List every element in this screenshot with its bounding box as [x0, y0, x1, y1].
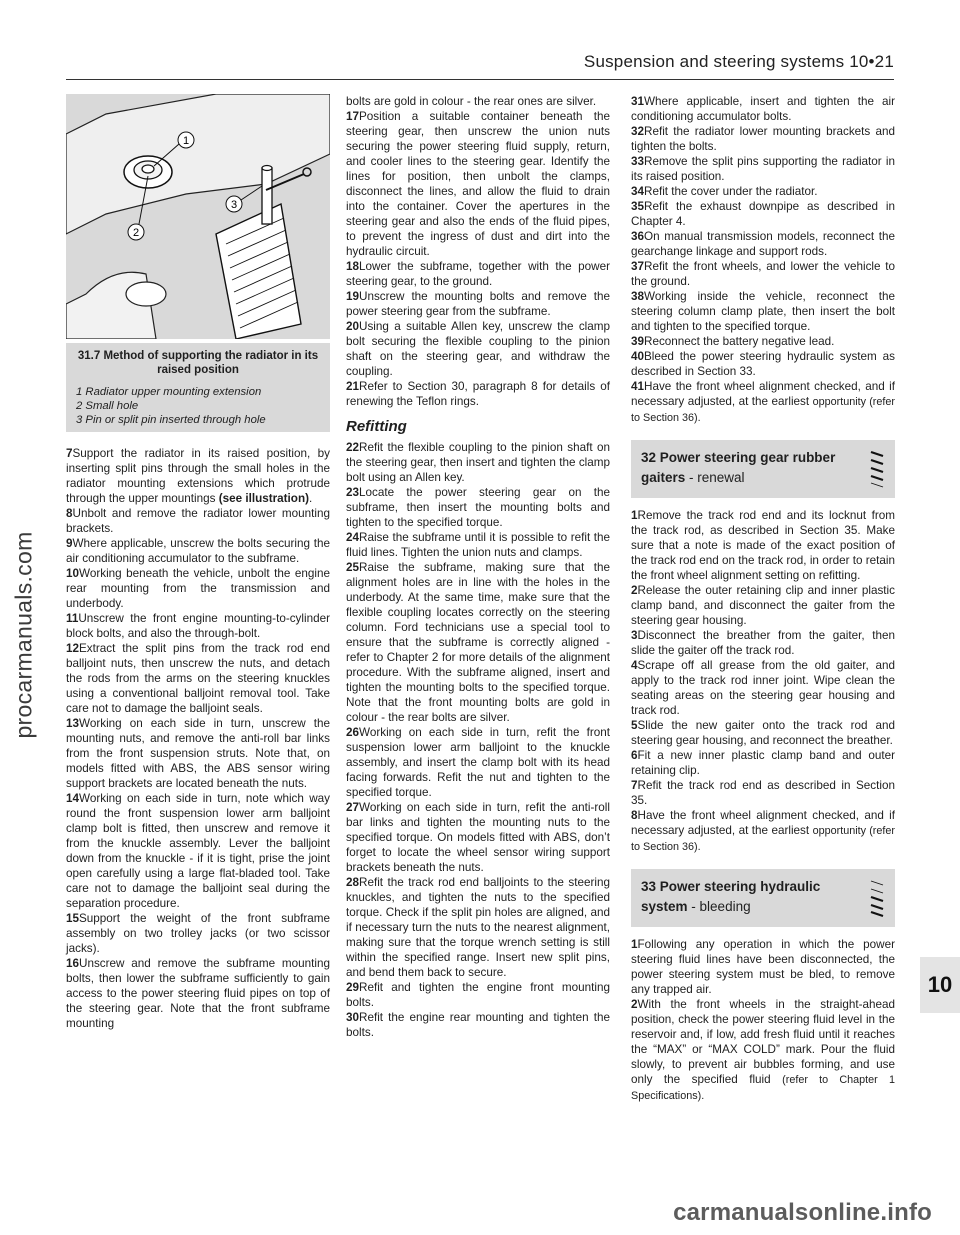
- paragraph-number: 12: [66, 642, 80, 655]
- numbered-paragraph: [66, 611, 330, 641]
- paragraph-number: 14: [66, 792, 80, 805]
- numbered-paragraph: [66, 956, 330, 1031]
- paragraph-number: 1: [631, 938, 638, 951]
- paragraph-number: 23: [346, 486, 360, 499]
- numbered-paragraph: [66, 506, 330, 536]
- paragraph-text: On manual transmission models, reconnect the gearchange linkage and support rods.: [631, 230, 895, 258]
- paragraph-text: Remove the split pins supporting the radiator in its raised position.: [631, 155, 895, 183]
- numbered-paragraph: [346, 289, 610, 319]
- paragraph-number: 33: [631, 155, 645, 168]
- paragraph-text: Have the front wheel alignment checked, and if necessary adjusted, at the earliest: [631, 809, 895, 837]
- difficulty-wrench-icon: [867, 875, 887, 921]
- numbered-paragraph: [631, 808, 895, 855]
- section-32-title: 32 Power steering gear rubber gaiters: [641, 450, 836, 485]
- numbered-paragraph: [346, 440, 610, 485]
- figure-caption: [66, 343, 330, 432]
- numbered-paragraph: [66, 536, 330, 566]
- paragraph-number: 36: [631, 230, 645, 243]
- paragraph-text: Support the radiator in its raised position, by inserting split pins through the small holes in the radiator mounting extensions which protrude through the upper mountings: [66, 447, 330, 505]
- paragraph-tail: .: [308, 492, 313, 505]
- paragraph-number: 39: [631, 335, 645, 348]
- legend-item: 3 Pin or split pin inserted through hole: [76, 414, 266, 426]
- paragraph-text: Working on each side in turn, note which way round the front suspension lower arm balljoint clamp bolt is fitted, then unscrew and remove it from the knuckle assembly. Lever the balljoint down from the knuckle - if it is tight, prise the joint open carefully using a large flat-bladed tool. Take care not to damage the balljoint seal during the separation procedure.: [66, 792, 330, 910]
- paragraph-text: Unbolt and remove the radiator lower mounting brackets.: [66, 507, 330, 535]
- running-header: Suspension and steering systems 10•21: [583, 52, 894, 71]
- numbered-paragraph: [631, 229, 895, 259]
- header-rule: [66, 79, 894, 80]
- paragraph-number: 40: [631, 350, 645, 363]
- paragraph-text: Remove the track rod end and its locknut from the track rod, as described in Section 35. Make sure that a note is made of the exact position of the track rod end on the track rod, in order to retain the front wheel alignment setting on refitting.: [631, 509, 895, 582]
- paragraph-text: Following any operation in which the power steering fluid lines have been disconnected, the power steering system must be bled, to remove any trapped air.: [631, 938, 895, 996]
- section-32-heading: [631, 440, 895, 498]
- numbered-paragraph: [631, 379, 895, 426]
- paragraph-text: Reconnect the battery negative lead.: [644, 335, 835, 348]
- numbered-paragraph: [631, 154, 895, 184]
- paragraph-number: 2: [631, 998, 638, 1011]
- callout-1-label: 1: [182, 135, 190, 147]
- numbered-paragraph: [631, 508, 895, 583]
- paragraph-number: 18: [346, 260, 360, 273]
- paragraph-number: 25: [346, 561, 360, 574]
- subheading-refitting: Refitting: [346, 418, 407, 435]
- section-32-steps: [631, 508, 895, 855]
- numbered-paragraph: [346, 875, 610, 980]
- paragraph-reference: opportunity (refer to Section 36).: [631, 825, 896, 853]
- numbered-paragraph: [346, 1010, 610, 1040]
- paragraph-text: Using a suitable Allen key, unscrew the clamp bolt securing the flexible coupling to the pinion shaft on the steering gear, and withdraw the coupling.: [346, 320, 610, 378]
- numbered-paragraph: [346, 800, 610, 875]
- paragraph-text: Raise the subframe until it is possible to refit the fluid lines. Tighten the union nuts and clamps.: [346, 531, 610, 559]
- column-1-body: [66, 446, 330, 1031]
- paragraph-number: 27: [346, 801, 360, 814]
- numbered-paragraph: [346, 109, 610, 259]
- difficulty-wrench-icon: [867, 446, 887, 492]
- paragraph-text: Unscrew the front engine mounting-to-cylinder block bolts, and also the through-bolt.: [66, 612, 330, 640]
- paragraph-text: Release the outer retaining clip and inner plastic clamp band, and disconnect the gaiter from the steering gear housing.: [631, 584, 895, 627]
- paragraph-text: Disconnect the breather from the gaiter, then slide the gaiter off the track rod.: [631, 629, 895, 657]
- paragraph-text: Locate the power steering gear on the subframe, then insert the mounting bolts and tighten to the specified torque.: [346, 486, 610, 529]
- paragraph-text: Have the front wheel alignment checked, and if necessary adjusted, at the earliest: [631, 380, 895, 408]
- paragraph-text: Refit the engine rear mounting and tighten the bolts.: [346, 1011, 610, 1039]
- callout-3-label: 3: [230, 199, 238, 211]
- paragraph-number: 15: [66, 912, 80, 925]
- numbered-paragraph: [346, 379, 610, 409]
- legend-item: 2 Small hole: [76, 400, 139, 412]
- callout-2-label: 2: [132, 227, 140, 239]
- numbered-paragraph: [66, 641, 330, 716]
- paragraph-text: Raise the subframe, making sure that the alignment holes are in line with the holes in the underbody. At the same time, make sure that the flexible coupling locates correctly on the steering column. Ford technicians use a special tool to ensure that the subframe is correctly aligned - refer to Chapter 2 for more details of the alignment procedure. With the subframe aligned, insert and tighten the mounting bolts to the specified torque. Note that the front mounting bolts are gold in colour - the rear bolts are silver.: [346, 561, 610, 724]
- numbered-paragraph: [631, 184, 895, 199]
- numbered-paragraph: [346, 319, 610, 379]
- numbered-paragraph: [631, 94, 895, 124]
- paragraph-number: 19: [346, 290, 360, 303]
- paragraph-text: Refit the radiator lower mounting brackets and tighten the bolts.: [631, 125, 895, 153]
- paragraph-number: 8: [631, 809, 638, 822]
- paragraph-text: Refit the track rod end balljoints to the steering knuckles, and tighten the nuts to the specified torque. Check if the split pin holes are aligned, and if necessary turn the nuts to the nearest alignment, making sure that the torque wrench setting is still within the specified range. Insert new split pins, and bend them back to secure.: [346, 876, 610, 979]
- caption-title: 31.7 Method of supporting the radiator in its raised position: [77, 350, 319, 376]
- removal-steps: [346, 109, 610, 409]
- column-3: [631, 94, 895, 1104]
- numbered-paragraph: [66, 446, 330, 506]
- section-32-subtitle: - renewal: [685, 470, 745, 485]
- paragraph-number: 8: [66, 507, 73, 520]
- numbered-paragraph: [631, 937, 895, 997]
- numbered-paragraph: [631, 349, 895, 379]
- paragraph-number: 38: [631, 290, 645, 303]
- chapter-tab: 10: [920, 957, 960, 1013]
- paragraph-text: With the front wheels in the straight-ahead position, check the power steering fluid level in the reservoir and, if low, add fresh fluid until it reaches the “MAX” or “MAX COLD” mark. Pour the fluid slowly, to prevent air bubbles forming, and use only the specified fluid: [631, 998, 895, 1086]
- paragraph-number: 32: [631, 125, 645, 138]
- paragraph-number: 30: [346, 1011, 360, 1024]
- paragraph-number: 7: [66, 447, 73, 460]
- paragraph-number: 13: [66, 717, 80, 730]
- paragraph-number: 9: [66, 537, 73, 550]
- paragraph-text: Working on each side in turn, refit the anti-roll bar links and tighten the mounting nuts to the specified torque. On models fitted with ABS, don’t forget to locate the wheel sensor wiring support brackets beneath the nuts.: [346, 801, 610, 874]
- numbered-paragraph: [631, 259, 895, 289]
- numbered-paragraph: [66, 911, 330, 956]
- paragraph-number: 1: [631, 509, 638, 522]
- paragraph-number: 20: [346, 320, 360, 333]
- paragraph-number: 35: [631, 200, 645, 213]
- paragraph-text: Refit the exhaust downpipe as described in Chapter 4.: [631, 200, 895, 228]
- column-1: [66, 94, 330, 1031]
- paragraph-number: 41: [631, 380, 645, 393]
- paragraph-text: Bleed the power steering hydraulic system as described in Section 33.: [631, 350, 895, 378]
- side-watermark-text: procarmanuals.com: [10, 531, 37, 739]
- numbered-paragraph: [631, 997, 895, 1104]
- numbered-paragraph: [631, 289, 895, 334]
- numbered-paragraph: [346, 259, 610, 289]
- caption-legend: [76, 385, 320, 427]
- paragraph-text: Refit the front wheels, and lower the vehicle to the ground.: [631, 260, 895, 288]
- numbered-paragraph: [631, 718, 895, 748]
- paragraph-text: Lower the subframe, together with the power steering gear, to the ground.: [346, 260, 610, 288]
- figure-radiator-support: [66, 94, 330, 339]
- numbered-paragraph: [631, 748, 895, 778]
- numbered-paragraph: [346, 530, 610, 560]
- paragraph-text: Extract the split pins from the track rod end balljoint nuts, then unscrew the nuts, and detach the rods from the arms on the steering knuckles using a conventional balljoint removal tool. Take care not to damage the balljoint seals.: [66, 642, 330, 715]
- paragraph-number: 10: [66, 567, 80, 580]
- side-watermark: [4, 470, 44, 800]
- numbered-paragraph: [66, 716, 330, 791]
- column-2: [346, 94, 610, 1040]
- paragraph-number: 11: [66, 612, 79, 625]
- numbered-paragraph: [631, 199, 895, 229]
- paragraph-number: 22: [346, 441, 360, 454]
- numbered-paragraph: [631, 124, 895, 154]
- numbered-paragraph: [631, 628, 895, 658]
- numbered-paragraph: [66, 566, 330, 611]
- paragraph-number: 6: [631, 749, 638, 762]
- numbered-paragraph: [631, 658, 895, 718]
- numbered-paragraph: [346, 980, 610, 1010]
- paragraph-text: Refit and tighten the engine front mounting bolts.: [346, 981, 610, 1009]
- paragraph-text: Slide the new gaiter onto the track rod and steering gear housing, and reconnect the breather.: [631, 719, 895, 747]
- numbered-paragraph: [631, 334, 895, 349]
- page-header: [0, 0, 960, 80]
- paragraph-text: Scrape off all grease from the old gaiter, and apply to the track rod inner joint. Wipe clean the seating areas on the steering gear housing and track rod.: [631, 659, 895, 717]
- paragraph-reference: opportunity (refer to Section 36).: [631, 396, 896, 424]
- paragraph-text: Unscrew the mounting bolts and remove the power steering gear from the subframe.: [346, 290, 610, 318]
- paragraph-number: 2: [631, 584, 638, 597]
- paragraph-number: 7: [631, 779, 638, 792]
- paragraph-text: Where applicable, insert and tighten the air conditioning accumulator bolts.: [631, 95, 895, 123]
- paragraph-text: Refit the track rod end as described in Section 35.: [631, 779, 895, 807]
- paragraph-text: Working beneath the vehicle, unbolt the engine rear mounting from the transmission and underbody.: [66, 567, 330, 610]
- paragraph-number: 37: [631, 260, 645, 273]
- refitting-steps: [346, 440, 610, 1040]
- section-33-heading: [631, 869, 895, 927]
- numbered-paragraph: [346, 485, 610, 530]
- paragraph-continuation: bolts are gold in colour - the rear ones are silver.: [346, 95, 597, 108]
- numbered-paragraph: [346, 560, 610, 725]
- section-33-title: 33 Power steering hydraulic system: [641, 879, 821, 914]
- paragraph-text: Refer to Section 30, paragraph 8 for details of renewing the Teflon rings.: [346, 380, 610, 408]
- radiator-illustration: [66, 94, 330, 339]
- paragraph-number: 17: [346, 110, 360, 123]
- paragraph-number: 5: [631, 719, 638, 732]
- paragraph-number: 28: [346, 876, 360, 889]
- paragraph-number: 16: [66, 957, 80, 970]
- refitting-steps-continued: [631, 94, 895, 426]
- paragraph-number: 21: [346, 380, 360, 393]
- paragraph-text: Where applicable, unscrew the bolts securing the air conditioning accumulator to the subframe.: [66, 537, 330, 565]
- numbered-paragraph: [631, 778, 895, 808]
- paragraph-text: Fit a new inner plastic clamp band and outer retaining clip.: [631, 749, 895, 777]
- paragraph-number: 29: [346, 981, 360, 994]
- paragraph-text: Working inside the vehicle, reconnect the steering column clamp plate, then insert the bolt and tighten to the specified torque.: [631, 290, 895, 333]
- numbered-paragraph: [66, 791, 330, 911]
- paragraph-text: Working on each side in turn, refit the front suspension lower arm balljoint to the knuckle assembly, and insert the clamp bolt with its head facing forwards. Refit the nut and tighten to the specified torque.: [346, 726, 610, 799]
- paragraph-text: Working on each side in turn, unscrew the mounting nuts, and remove the anti-roll bar links from the front suspension struts. Note that, on models fitted with ABS, the ABS sensor wiring support brackets are located beneath the nuts.: [66, 717, 330, 790]
- section-33-subtitle: - bleeding: [687, 899, 751, 914]
- paragraph-number: 26: [346, 726, 360, 739]
- paragraph-number: 24: [346, 531, 360, 544]
- paragraph-text: Unscrew and remove the subframe mounting bolts, then lower the subframe sufficiently to gain access to the power steering fluid pipes on top of the steering gear. Note that the front subframe mounting: [66, 957, 330, 1030]
- numbered-paragraph: [346, 725, 610, 800]
- paragraph-reference: (refer to Chapter 1 Specifications).: [631, 1074, 895, 1102]
- paragraph-number: 3: [631, 629, 638, 642]
- paragraph-number: 31: [631, 95, 645, 108]
- illustration-reference: (see illustration): [218, 492, 309, 505]
- paragraph-text: Refit the flexible coupling to the pinion shaft on the steering gear, then insert and tighten the clamp bolt using an Allen key.: [346, 441, 610, 484]
- section-33-steps: [631, 937, 895, 1104]
- paragraph-text: Position a suitable container beneath the steering gear, then unscrew the union nuts securing the power steering fluid supply, return, and cooler lines to the steering gear. Identify the lines for position, then unbolt the clamps, disconnect the lines, and allow the fluid to drain into the container. Cover the apertures in the steering gear and also the ends of the fluid pipes, to prevent the ingress of dust and dirt into the hydraulic circuit.: [346, 110, 610, 258]
- paragraph-text: Support the weight of the front subframe assembly on two trolley jacks (or two scissor jacks).: [66, 912, 330, 955]
- paragraph-text: Refit the cover under the radiator.: [644, 185, 818, 198]
- numbered-paragraph: [631, 583, 895, 628]
- legend-item: 1 Radiator upper mounting extension: [76, 386, 262, 398]
- paragraph-number: 34: [631, 185, 645, 198]
- paragraph-number: 4: [631, 659, 638, 672]
- footer-watermark: carmanualsonline.info: [673, 1199, 932, 1226]
